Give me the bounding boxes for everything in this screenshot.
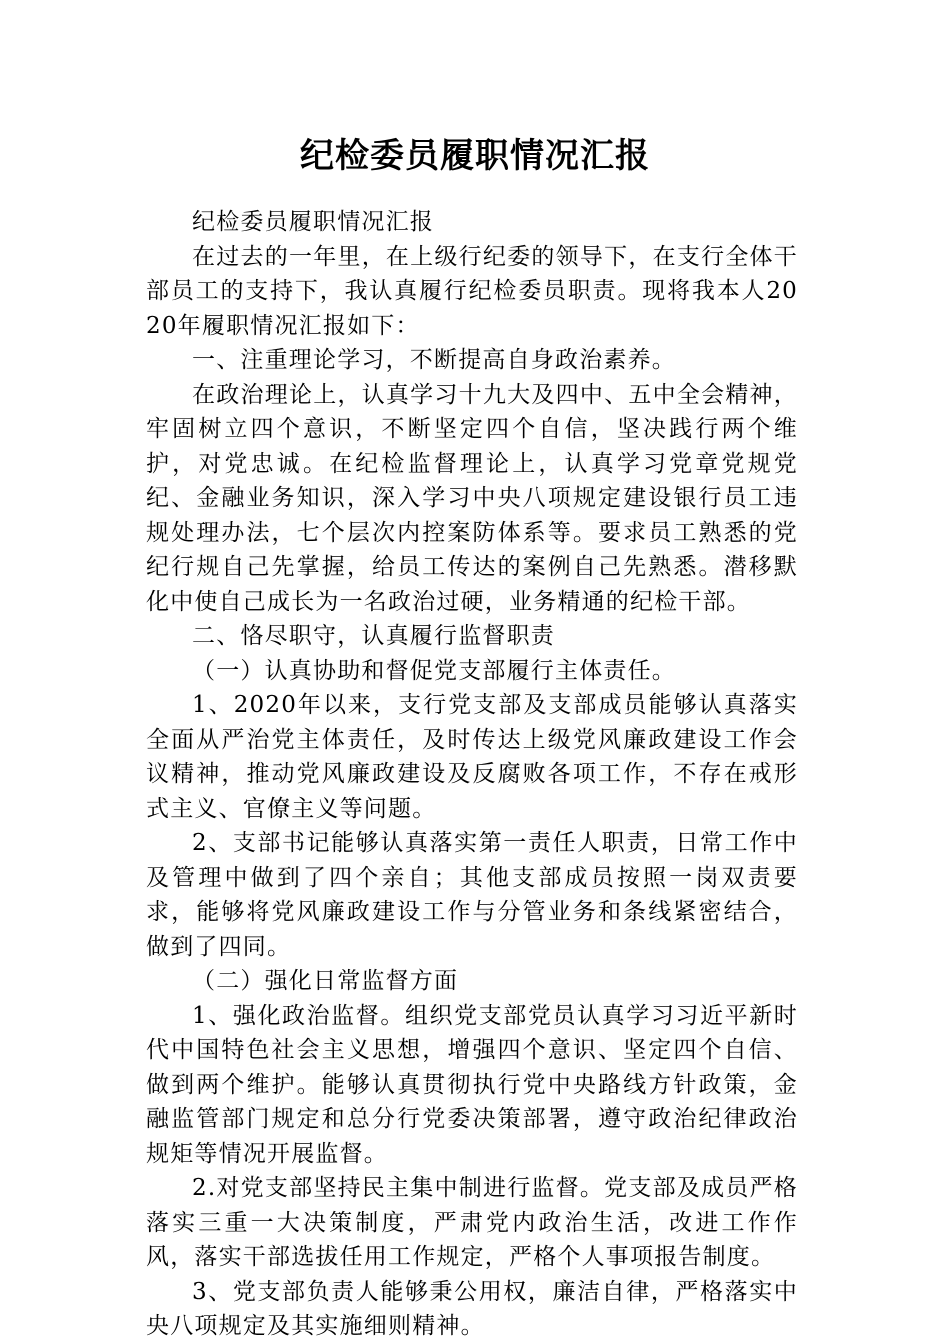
- paragraph-intro: 在过去的一年里，在上级行纪委的领导下，在支行全体干部员工的支持下，我认真履行纪检委员职责。现将我本人2020年履职情况汇报如下：: [146, 243, 798, 339]
- document-title: 纪检委员履职情况汇报: [300, 136, 650, 176]
- paragraph-item-1: 1、2020年以来，支行党支部及支部成员能够认真落实全面从严治党主体责任，及时传达上级党风廉政建设工作会议精神，推动党风廉政建设及反腐败各项工作，不存在戒形式主义、官僚主义等问题。: [146, 692, 798, 822]
- paragraph-political-supervision: 1、强化政治监督。组织党支部党员认真学习习近平新时代中国特色社会主义思想，增强四个意识、坚定四个自信、做到两个维护。能够认真贯彻执行党中央路线方针政策，金融监管部门规定和总分行党委决策部署，遵守政治纪律政治规矩等情况开展监督。: [146, 1002, 798, 1167]
- section-heading-2: 二、恪尽职守，认真履行监督职责: [192, 623, 555, 649]
- paragraph-integrity: 3、党支部负责人能够秉公用权，廉洁自律，严格落实中央八项规定及其实施细则精神。: [146, 1278, 798, 1339]
- paragraph-subtitle: 纪检委员履职情况汇报: [192, 209, 434, 235]
- paragraph-item-2: 2、支部书记能够认真落实第一责任人职责，日常工作中及管理中做到了四个亲自；其他支部成员按照一岗双责要求，能够将党风廉政建设工作与分管业务和条线紧密结合，做到了四同。: [146, 830, 798, 960]
- subsection-heading-1: （一）认真协助和督促党支部履行主体责任。: [192, 657, 676, 684]
- section-heading-1: 一、注重理论学习，不断提高自身政治素养。: [192, 347, 676, 373]
- document-body: [146, 205, 798, 1344]
- subsection-heading-2: （二）强化日常监督方面: [192, 968, 459, 994]
- paragraph-theory-study: 在政治理论上，认真学习十九大及四中、五中全会精神，牢固树立四个意识，不断坚定四个自信，坚决践行两个维护，对党忠诚。在纪检监督理论上，认真学习党章党规党纪、金融业务知识，深入学习中央八项规定建设银行员工违规处理办法，七个层次内控案防体系等。要求员工熟悉的党纪行规自己先掌握，给员工传达的案例自己先熟悉。潜移默化中使自己成长为一名政治过硬，业务精通的纪检干部。: [146, 381, 798, 615]
- paragraph-democratic-centralism: 2.对党支部坚持民主集中制进行监督。党支部及成员严格落实三重一大决策制度，严肃党内政治生活，改进工作作风，落实干部选拔任用工作规定，严格个人事项报告制度。: [146, 1175, 798, 1270]
